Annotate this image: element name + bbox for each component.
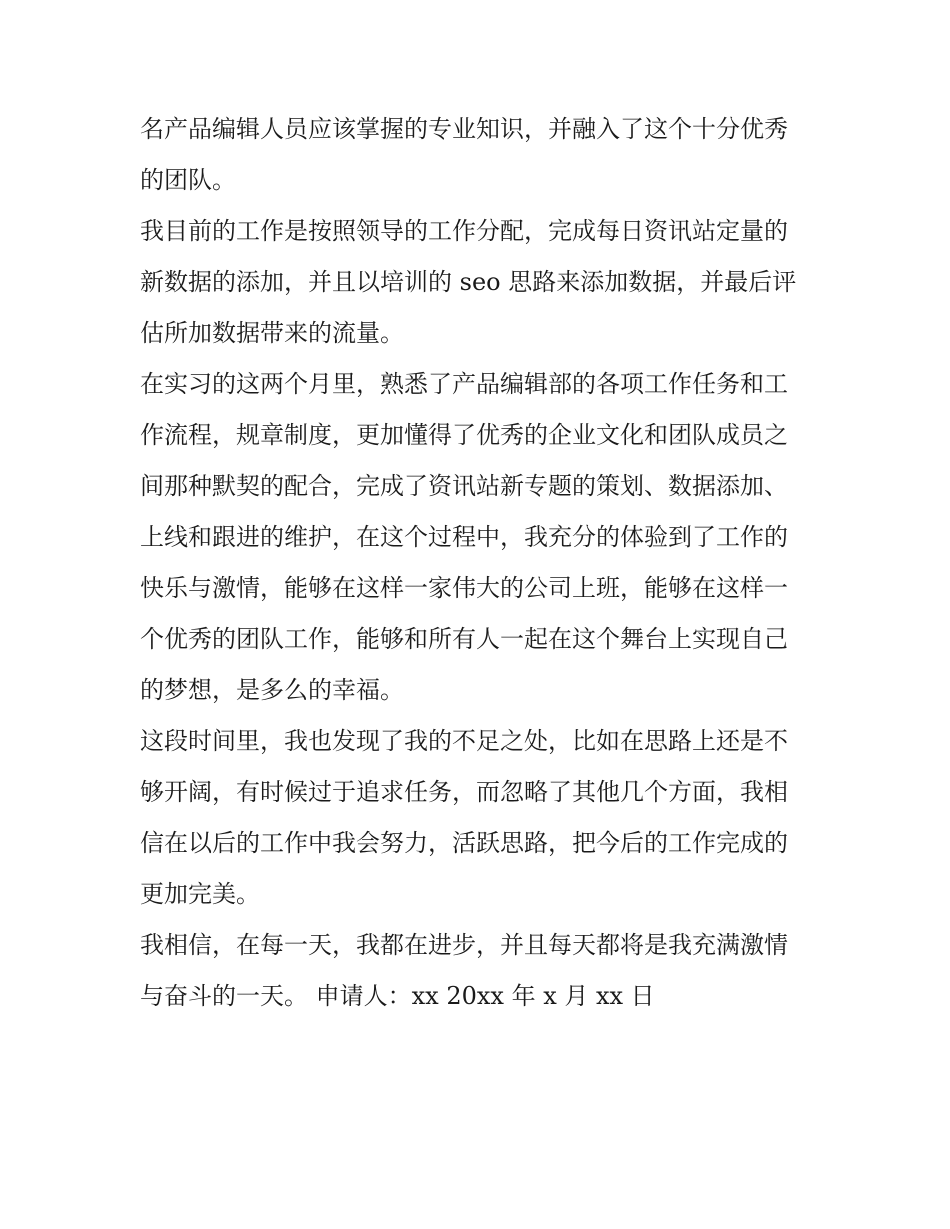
text-line: 估所加数据带来的流量。 — [140, 319, 404, 347]
text-line: 个优秀的团队工作，能够和所有人一起在这个舞台上实现自己 — [140, 625, 788, 653]
text-line: 的梦想，是多么的幸福。 — [140, 676, 404, 704]
text-line: 信在以后的工作中我会努力，活跃思路，把今后的工作完成的 — [140, 829, 788, 857]
document-body — [140, 104, 820, 1022]
text-line: 快乐与激情，能够在这样一家伟大的公司上班，能够在这样一 — [140, 574, 788, 602]
text-line: 间那种默契的配合，完成了资讯站新专题的策划、数据添加、 — [140, 472, 788, 500]
text-line: 够开阔，有时候过于追求任务，而忽略了其他几个方面，我相 — [140, 778, 788, 806]
text-line: 这段时间里，我也发现了我的不足之处，比如在思路上还是不 — [140, 727, 788, 755]
text-line: 我目前的工作是按照领导的工作分配，完成每日资讯站定量的 — [140, 217, 788, 245]
text-line: 新数据的添加，并且以培训的 seo 思路来添加数据，并最后评 — [140, 268, 797, 296]
text-line: 我相信，在每一天，我都在进步，并且每天都将是我充满激情 — [140, 931, 788, 959]
text-line: 上线和跟进的维护，在这个过程中，我充分的体验到了工作的 — [140, 523, 788, 551]
signature-line: 与奋斗的一天。 申请人：xx 20xx 年 x 月 xx 日 — [140, 982, 655, 1010]
text-line: 名产品编辑人员应该掌握的专业知识，并融入了这个十分优秀 — [140, 115, 788, 143]
text-line: 作流程，规章制度，更加懂得了优秀的企业文化和团队成员之 — [140, 421, 788, 449]
text-line: 在实习的这两个月里，熟悉了产品编辑部的各项工作任务和工 — [140, 370, 788, 398]
text-line: 的团队。 — [140, 166, 236, 194]
text-line: 更加完美。 — [140, 880, 260, 908]
